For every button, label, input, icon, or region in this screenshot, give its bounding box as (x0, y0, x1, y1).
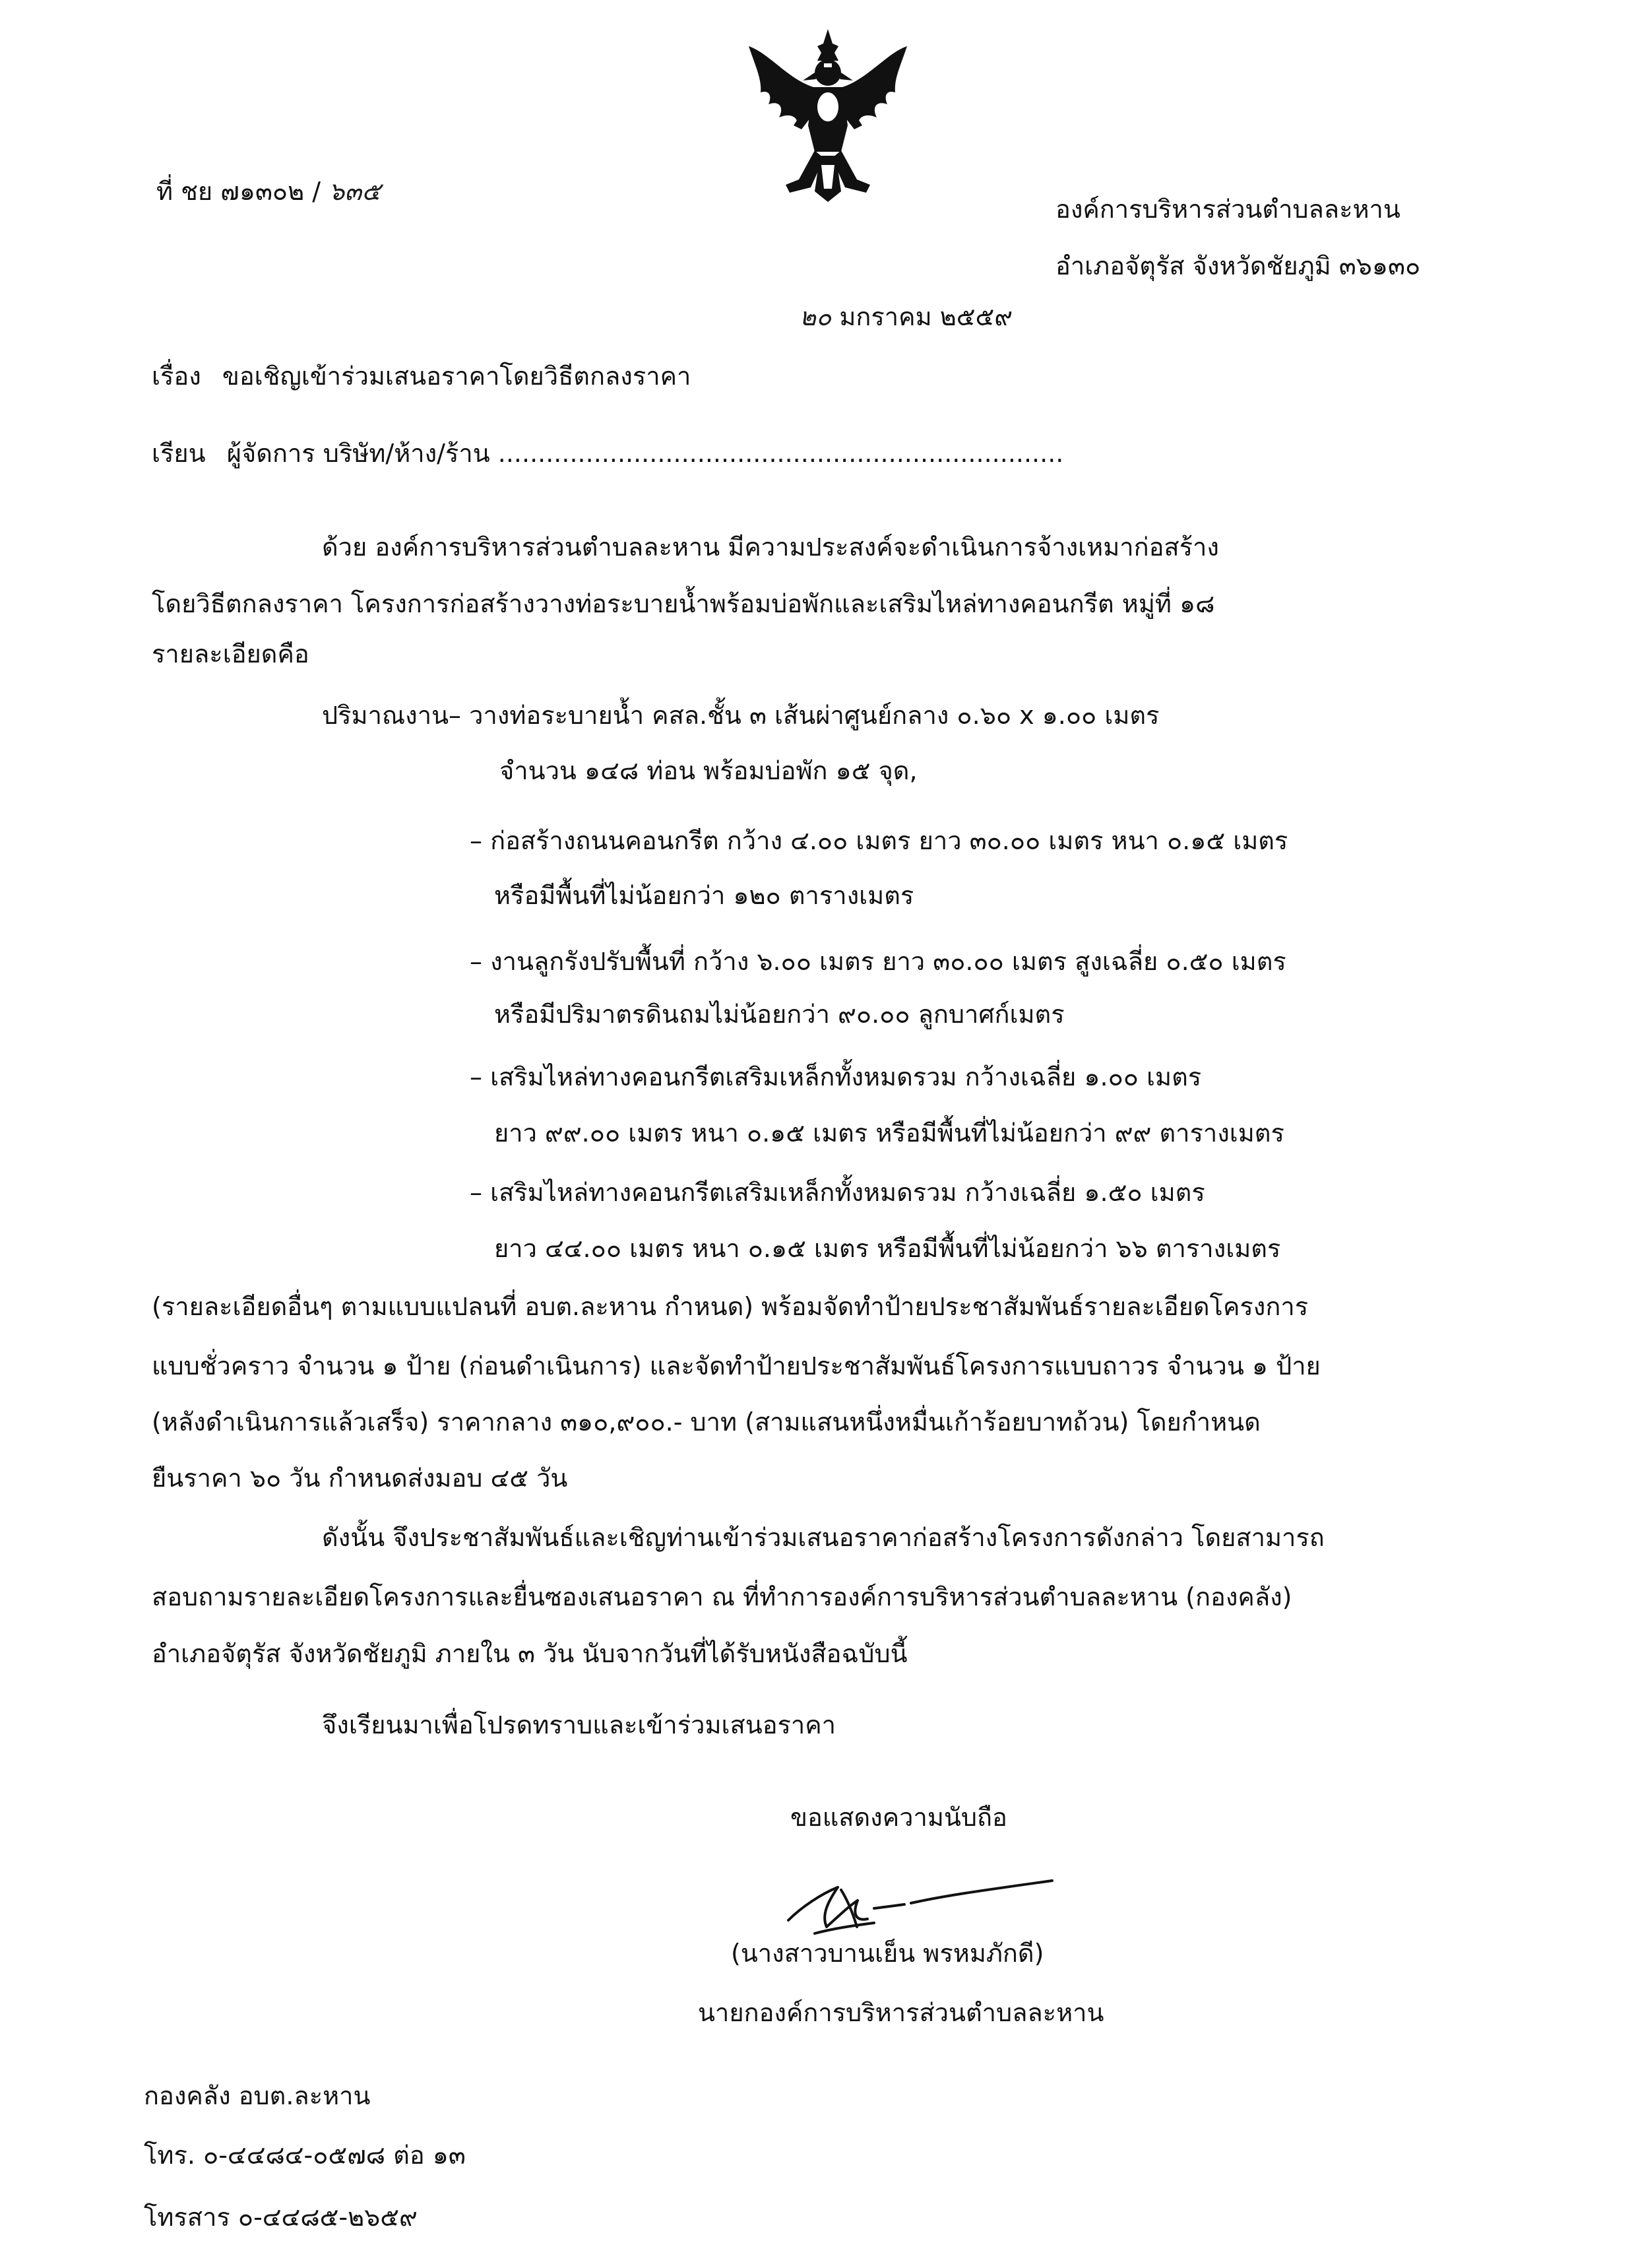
salutation-text: ผู้จัดการ บริษัท/ห้าง/ร้าน ....................................................................... (226, 439, 1064, 468)
subject-label: เรื่อง (152, 362, 201, 391)
date-handwritten-day: ๒๐ (800, 302, 832, 331)
reference-handwritten-number: ๖๓๕ (329, 177, 381, 206)
subject-line (152, 362, 691, 392)
closing-line: จึงเรียนมาเพื่อโปรดทราบและเข้าร่วมเสนอราคา (322, 1710, 836, 1739)
footer-fax: โทรสาร ๐-๔๔๘๕-๒๖๕๙ (144, 2203, 418, 2232)
details-line: ยืนราคา ๖๐ วัน กำหนดส่งมอบ ๔๕ วัน (152, 1464, 568, 1493)
reference-prefix: ที่ ชย ๗๑๓๐๒ / (156, 177, 321, 206)
signatory-name: (นางสาวบานเย็น พรหมภักดี) (731, 1939, 1044, 1968)
intro-line: โดยวิธีตกลงราคา โครงการก่อสร้างวางท่อระบายน้ำพร้อมบ่อพักและเสริมไหล่ทางคอนกรีต หมู่ที่ ๑๘ (152, 589, 1215, 618)
reference-number (156, 177, 381, 207)
work-line: – เสริมไหล่ทางคอนกรีตเสริมเหล็กทั้งหมดรวม กว้างเฉลี่ย ๑.๕๐ เมตร (470, 1178, 1205, 1207)
footer-phone: โทร. ๐-๔๔๘๔-๐๕๗๘ ต่อ ๑๓ (144, 2141, 466, 2170)
details-line: (หลังดำเนินการแล้วเสร็จ) ราคากลาง ๓๑๐,๙๐๐.- บาท (สามแสนหนึ่งหมื่นเก้าร้อยบาทถ้วน) โดยกำหนด (152, 1408, 1261, 1437)
date-month-year: มกราคม ๒๕๕๙ (839, 302, 1013, 331)
subject-text: ขอเชิญเข้าร่วมเสนอราคาโดยวิธีตกลงราคา (222, 362, 691, 391)
details-line: แบบชั่วคราว จำนวน ๑ ป้าย (ก่อนดำเนินการ) และจัดทำป้ายประชาสัมพันธ์โครงการแบบถาวร จำนวน ๑ ป้าย (152, 1351, 1321, 1380)
work-line: ยาว ๙๙.๐๐ เมตร หนา ๐.๑๕ เมตร หรือมีพื้นที่ไม่น้อยกว่า ๙๙ ตารางเมตร (494, 1118, 1284, 1148)
work-line: หรือมีปริมาตรดินถมไม่น้อยกว่า ๙๐.๐๐ ลูกบาศก์เมตร (494, 1000, 1065, 1029)
intro-line: ด้วย องค์การบริหารส่วนตำบลละหาน มีความประสงค์จะดำเนินการจ้างเหมาก่อสร้าง (322, 533, 1219, 562)
therefore-line: อำเภอจัตุรัส จังหวัดชัยภูมิ ภายใน ๓ วัน นับจากวันที่ได้รับหนังสือฉบับนี้ (152, 1639, 908, 1668)
work-line: – ก่อสร้างถนนคอนกรีต กว้าง ๔.๐๐ เมตร ยาว ๓๐.๐๐ เมตร หนา ๐.๑๕ เมตร (470, 826, 1288, 855)
org-address: อำเภอจัตุรัส จังหวัดชัยภูมิ ๓๖๑๓๐ (1055, 251, 1421, 280)
work-line: จำนวน ๑๔๘ ท่อน พร้อมบ่อพัก ๑๕ จุด, (499, 756, 918, 785)
signatory-position: นายกองค์การบริหารส่วนตำบลละหาน (698, 1998, 1104, 2027)
therefore-line: ดังนั้น จึงประชาสัมพันธ์และเชิญท่านเข้าร่วมเสนอราคาก่อสร้างโครงการดังกล่าว โดยสามารถ (322, 1523, 1325, 1552)
intro-line: รายละเอียดคือ (152, 639, 309, 668)
salutation-label: เรียน (152, 439, 206, 468)
work-line: – งานลูกรังปรับพื้นที่ กว้าง ๖.๐๐ เมตร ยาว ๓๐.๐๐ เมตร สูงเฉลี่ย ๐.๕๐ เมตร (470, 947, 1286, 976)
work-line: – เสริมไหล่ทางคอนกรีตเสริมเหล็กทั้งหมดรวม กว้างเฉลี่ย ๑.๐๐ เมตร (470, 1062, 1202, 1091)
garuda-emblem-icon (742, 26, 914, 205)
footer-department: กองคลัง อบต.ละหาน (144, 2081, 371, 2110)
salutation-line (152, 439, 1063, 469)
work-line: ปริมาณงาน– วางท่อระบายน้ำ คสล.ชั้น ๓ เส้นผ่าศูนย์กลาง ๐.๖๐ x ๑.๐๐ เมตร (322, 701, 1160, 730)
therefore-line: สอบถามรายละเอียดโครงการและยื่นซองเสนอราคา ณ ที่ทำการองค์การบริหารส่วนตำบลละหาน (กองคลัง) (152, 1582, 1292, 1611)
letter-date (800, 302, 1013, 333)
details-line: (รายละเอียดอื่นๆ ตามแบบแปลนที่ อบต.ละหาน กำหนด) พร้อมจัดทำป้ายประชาสัมพันธ์รายละเอียดโครงการ (152, 1292, 1309, 1321)
work-line: ยาว ๔๔.๐๐ เมตร หนา ๐.๑๕ เมตร หรือมีพื้นที่ไม่น้อยกว่า ๖๖ ตารางเมตร (494, 1234, 1281, 1263)
work-line: หรือมีพื้นที่ไม่น้อยกว่า ๑๒๐ ตารางเมตร (494, 881, 914, 910)
regards-text: ขอแสดงความนับถือ (790, 1803, 1007, 1832)
org-name: องค์การบริหารส่วนตำบลละหาน (1055, 195, 1400, 224)
